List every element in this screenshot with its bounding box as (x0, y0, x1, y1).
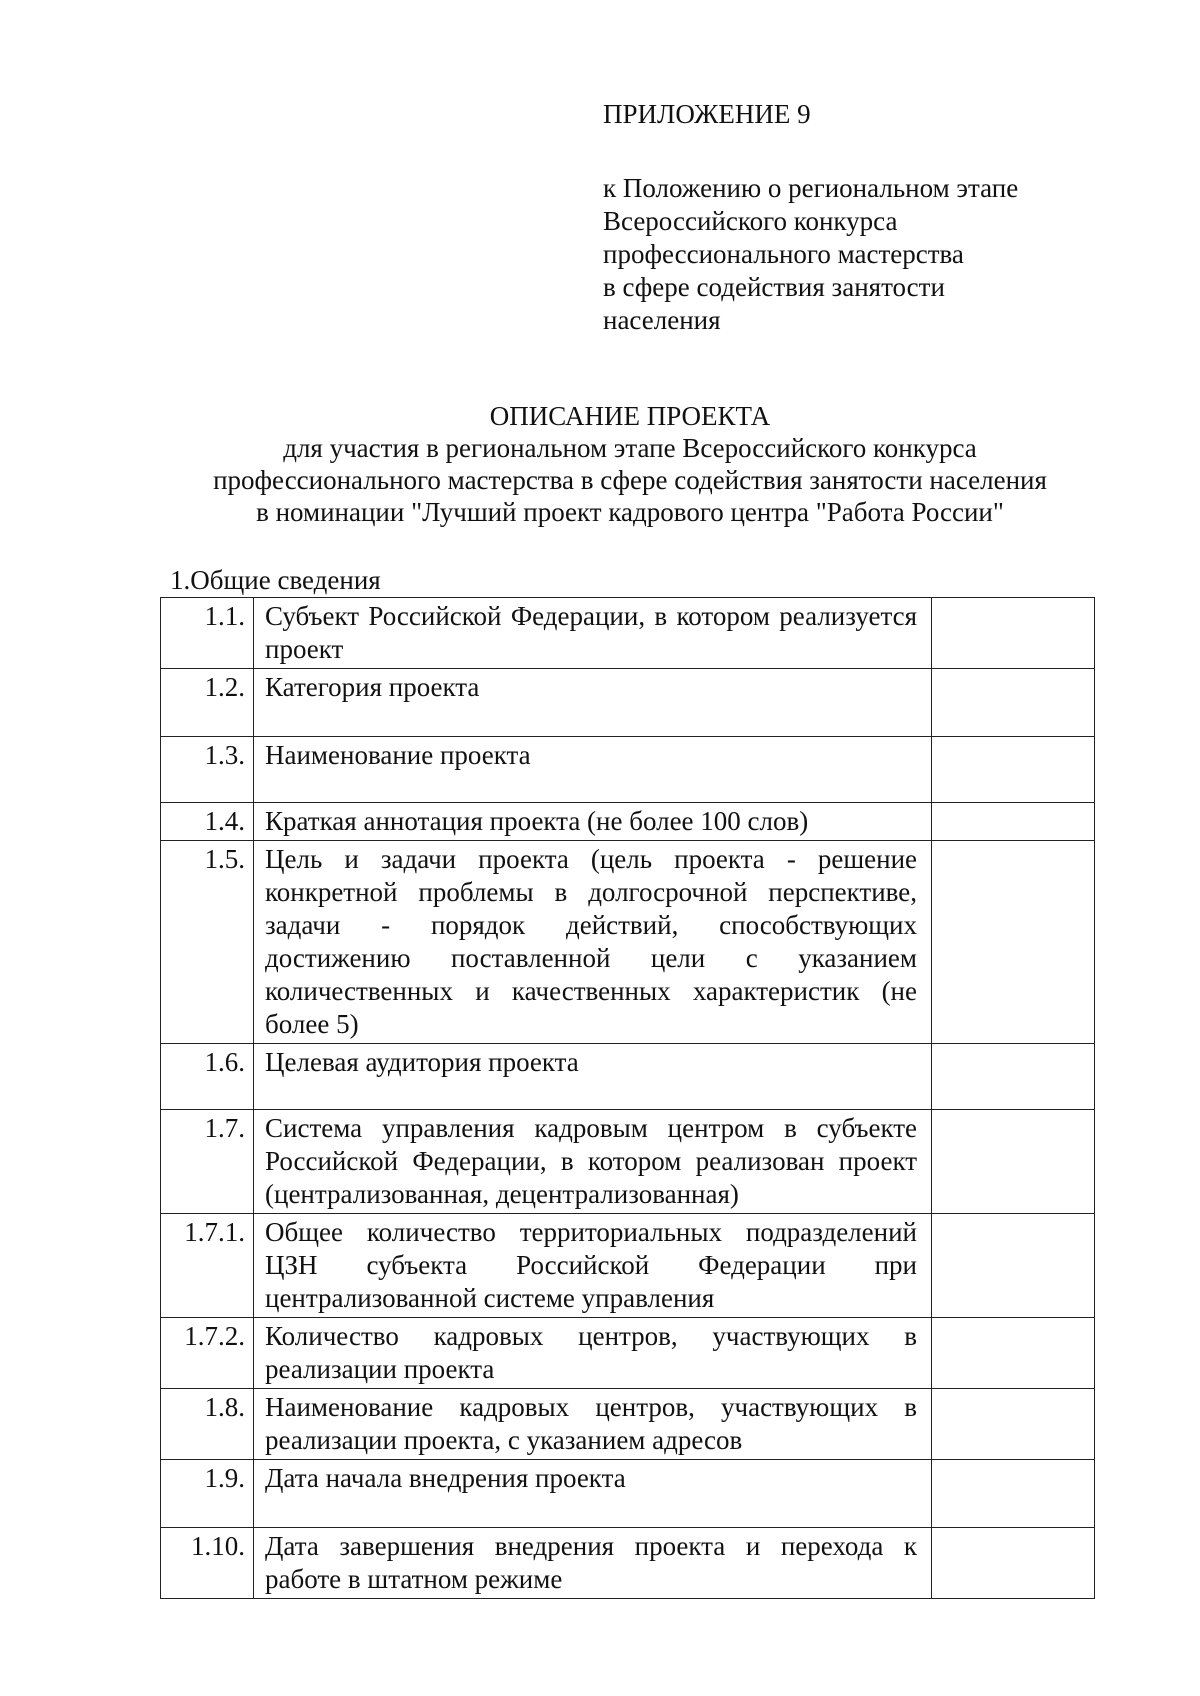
row-label: Субъект Российской Федерации, в котором реализуется проект (254, 598, 932, 669)
row-number: 1.8. (161, 1389, 254, 1460)
row-value-cell[interactable] (932, 841, 1095, 1044)
row-number: 1.7.2. (161, 1318, 254, 1389)
row-value-cell[interactable] (932, 598, 1095, 669)
table-row (161, 669, 1095, 737)
row-label: Дата начала внедрения проекта (254, 1460, 932, 1528)
table-row (161, 1044, 1095, 1110)
reference-line: населения (603, 305, 721, 335)
row-label: Дата завершения внедрения проекта и перехода к работе в штатном режиме (254, 1528, 932, 1599)
row-label: Целевая аудитория проекта (254, 1044, 932, 1110)
row-number: 1.10. (161, 1528, 254, 1599)
table-row (161, 1318, 1095, 1389)
row-value-cell[interactable] (932, 803, 1095, 841)
appendix-reference (603, 172, 1063, 337)
row-label: Наименование проекта (254, 737, 932, 803)
subtitle-line: для участия в региональном этапе Всероссийского конкурса (283, 433, 977, 463)
row-number: 1.3. (161, 737, 254, 803)
table-row (161, 598, 1095, 669)
row-label: Краткая аннотация проекта (не более 100 слов) (254, 803, 932, 841)
document-subtitle (100, 432, 1160, 528)
row-label: Количество кадровых центров, участвующих в реализации проекта (254, 1318, 932, 1389)
reference-line: профессионального мастерства (603, 239, 964, 269)
row-value-cell[interactable] (932, 1110, 1095, 1214)
row-value-cell[interactable] (932, 1214, 1095, 1318)
row-number: 1.4. (161, 803, 254, 841)
row-number: 1.9. (161, 1460, 254, 1528)
document-title-block (100, 400, 1160, 528)
row-number: 1.1. (161, 598, 254, 669)
table-row (161, 1460, 1095, 1528)
row-number: 1.7.1. (161, 1214, 254, 1318)
table-row (161, 1389, 1095, 1460)
general-info-table (160, 597, 1095, 1599)
row-number: 1.5. (161, 841, 254, 1044)
table-row (161, 803, 1095, 841)
row-label: Цель и задачи проекта (цель проекта - решение конкретной проблемы в долгосрочной перспективе, задачи - порядок действий, способствующих достижению поставленной цели с указанием количественных и качественных характеристик (не более 5) (254, 841, 932, 1044)
reference-line: в сфере содействия занятости (603, 272, 945, 302)
row-value-cell[interactable] (932, 669, 1095, 737)
row-value-cell[interactable] (932, 1044, 1095, 1110)
table-row (161, 737, 1095, 803)
row-number: 1.7. (161, 1110, 254, 1214)
row-value-cell[interactable] (932, 1389, 1095, 1460)
row-number: 1.2. (161, 669, 254, 737)
row-value-cell[interactable] (932, 1528, 1095, 1599)
subtitle-line: в номинации "Лучший проект кадрового центра "Работа России" (256, 497, 1004, 527)
row-label: Общее количество территориальных подразделений ЦЗН субъекта Российской Федерации при централизованной системе управления (254, 1214, 932, 1318)
appendix-number: ПРИЛОЖЕНИЕ 9 (603, 99, 811, 129)
reference-line: к Положению о региональном этапе (603, 173, 1019, 203)
row-value-cell[interactable] (932, 737, 1095, 803)
section-heading: 1.Общие сведения (170, 565, 381, 595)
reference-line: Всероссийского конкурса (603, 206, 898, 236)
table-row (161, 1214, 1095, 1318)
row-label: Категория проекта (254, 669, 932, 737)
row-label: Наименование кадровых центров, участвующих в реализации проекта, с указанием адресов (254, 1389, 932, 1460)
row-label: Система управления кадровым центром в субъекте Российской Федерации, в котором реализован проект (централизованная, децентрализованная) (254, 1110, 932, 1214)
row-number: 1.6. (161, 1044, 254, 1110)
table-row (161, 1528, 1095, 1599)
table-row (161, 1110, 1095, 1214)
table-row (161, 841, 1095, 1044)
row-value-cell[interactable] (932, 1318, 1095, 1389)
row-value-cell[interactable] (932, 1460, 1095, 1528)
subtitle-line: профессионального мастерства в сфере содействия занятости населения (213, 465, 1047, 495)
document-title: ОПИСАНИЕ ПРОЕКТА (489, 401, 771, 431)
